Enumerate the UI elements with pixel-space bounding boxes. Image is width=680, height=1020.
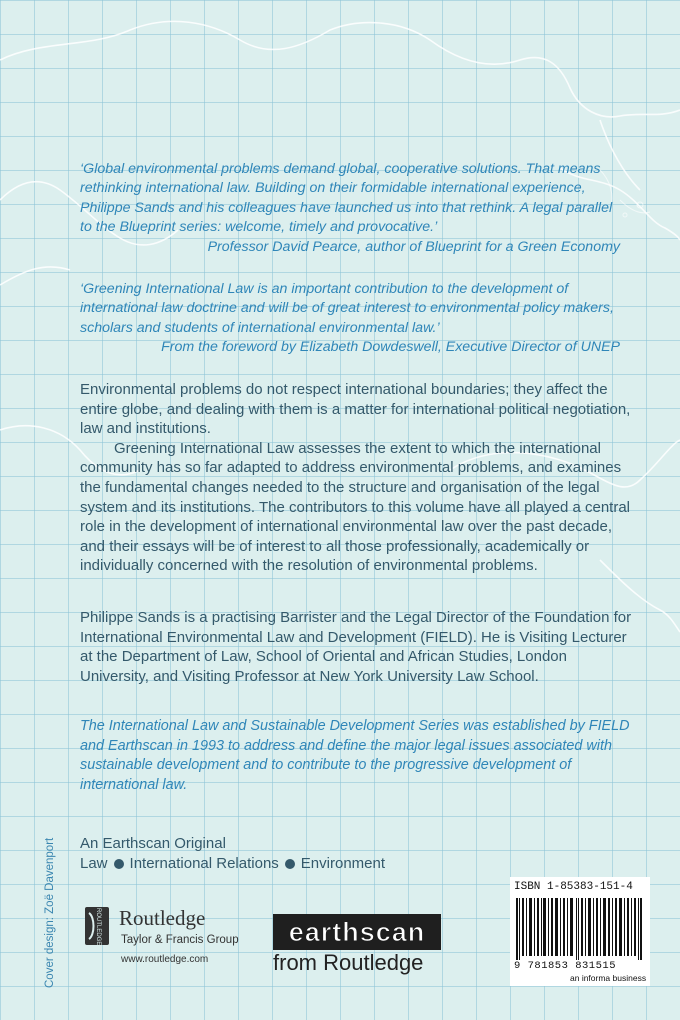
bullet-icon <box>114 859 124 869</box>
routledge-logo-text: ROUTLEDGE <box>95 908 101 946</box>
quote-dowdeswell-attribution: From the foreword by Elizabeth Dowdeswell, Executive Director of UNEP <box>161 339 620 356</box>
barcode-icon <box>516 898 642 960</box>
editor-bio <box>80 608 640 686</box>
subject-international-relations: International Relations <box>129 855 279 872</box>
bullet-icon <box>285 859 295 869</box>
description-paragraph-1: Environmental problems do not respect international boundaries; they affect the entire globe, and dealing with them is a matter for international political negotiation, law and institutions. <box>80 381 631 438</box>
isbn-number: ISBN 1-85383-151-4 <box>514 881 633 893</box>
routledge-logo-icon <box>83 905 111 947</box>
subject-list <box>80 854 385 874</box>
description <box>80 380 640 576</box>
quote-pearce-attribution: Professor David Pearce, author of Blueprint for a Green Economy <box>207 238 620 255</box>
subject-environment: Environment <box>300 855 386 872</box>
quote-pearce-text: ‘Global environmental problems demand global, cooperative solutions. That means rethinking international law. Building on their formidable international experience, Philippe Sands and his colleagues have launched us into that rethink. A legal parallel to the Blueprint series: welcome, timely and provocative.’ <box>80 161 613 236</box>
editor-bio-text: Philippe Sands is a practising Barrister and the Legal Director of the Foundation for International Environmental Law and Development (FIELD). He is Visiting Lecturer at the Department of Law, School of Oriental and African Studies, London University, and Visiting Professor at New York University Law School. <box>80 609 632 685</box>
quote-dowdeswell <box>80 280 620 358</box>
earthscan-logo <box>273 914 441 950</box>
imprint-label: An Earthscan Original <box>80 835 226 852</box>
routledge-name: Routledge <box>119 906 206 930</box>
series-note: The International Law and Sustainable Development Series was established by FIELD and Earthscan in 1993 to address and define the major legal issues associated with sustainable development and to contribute to the progressive development of international law. <box>80 718 630 793</box>
barcode-digits: 9 781853 831515 <box>514 960 617 972</box>
routledge-group: Taylor & Francis Group <box>121 934 239 946</box>
routledge-url: www.routledge.com <box>121 954 209 965</box>
subject-law: Law <box>80 855 108 872</box>
earthscan-logo-text: earthscan <box>288 917 426 947</box>
description-paragraph-2: Greening International Law assesses the extent to which the international community has so far adapted to address environmental problems, and examines the fundamental changes needed to the structure and organisation of the legal system and its institutions. The contributors to this volume have all played a central role in the development of international environmental law over the past decade, and their essays will be of interest to all those professionally, academically or individually concerned with the resolution of environmental problems. <box>80 439 630 575</box>
quote-pearce <box>80 160 620 257</box>
quote-dowdeswell-text: ‘Greening International Law is an important contribution to the development of international law doctrine and will be of great interest to environmental policy makers, scholars and students of international environmental law.’ <box>80 281 614 336</box>
earthscan-from-routledge: from Routledge <box>273 950 424 975</box>
informa-tagline: an informa business <box>570 973 647 983</box>
cover-design-credit: Cover design: Zoë Davenport <box>44 837 56 988</box>
